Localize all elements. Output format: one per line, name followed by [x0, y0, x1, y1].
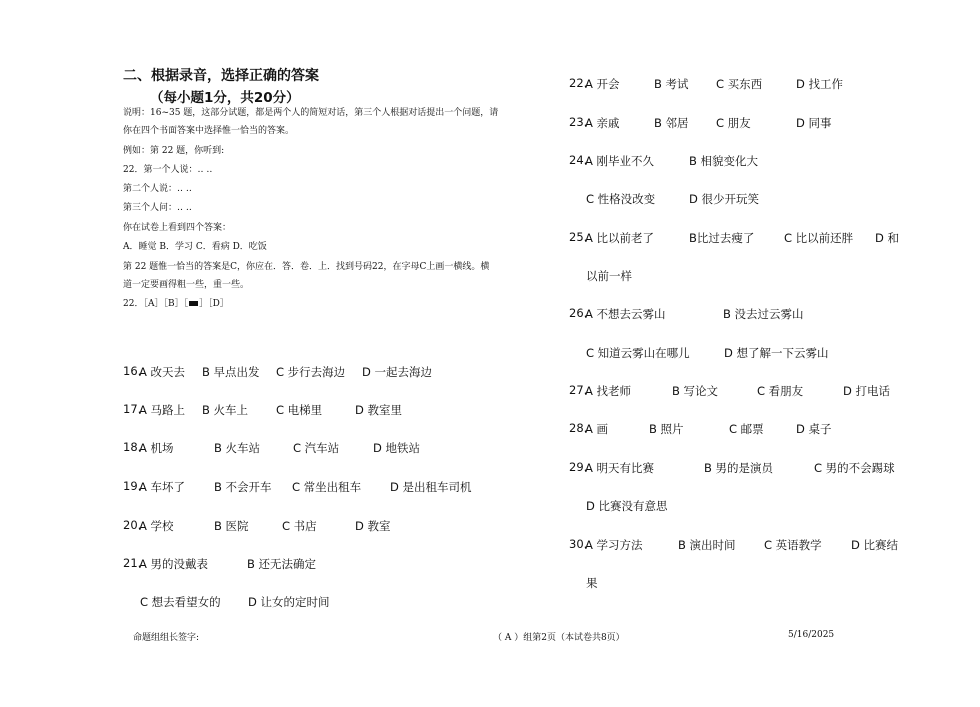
instructions-line-2: 你在四个书面答案中选择惟一恰当的答案。: [123, 126, 295, 136]
option-a: A 不想去云雾山: [585, 307, 666, 321]
option-d: D 很少开玩笑: [689, 192, 760, 206]
question-30-continued: [586, 575, 686, 591]
option-b: B 还无法确定: [247, 557, 317, 571]
example-options: A．睡觉 B．学习 C．看病 D．吃饭: [123, 242, 267, 252]
question-number: 22.: [569, 76, 588, 90]
question-number: 27.: [569, 383, 588, 397]
question-26: [569, 306, 914, 322]
option-a: A 明天有比赛: [585, 461, 655, 475]
example-intro: 例如：第 22 题，你听到:: [123, 146, 225, 156]
option-b: B 邻居: [654, 116, 689, 130]
option-c: C 买东西: [716, 77, 763, 91]
question-number: 20.: [123, 518, 142, 532]
example-answer-line-1: 第 22 题惟一恰当的答案是C，你应在．答．卷．上．找到号码22，在字母C上画一横线。横: [123, 262, 490, 272]
question-28: [569, 421, 914, 437]
question-number: 25.: [569, 230, 588, 244]
question-number: 28.: [569, 421, 588, 435]
option-b: B 火车上: [202, 403, 249, 417]
option-c: C 步行去海边: [276, 365, 346, 379]
question-27: [569, 383, 914, 399]
option-d-continued: 以前一样: [586, 269, 632, 283]
question-number: 24.: [569, 153, 588, 167]
option-a: A 马路上: [139, 403, 186, 417]
option-a: A 亲戚: [585, 116, 620, 130]
example-line-2: 第二个人说：‥ ‥: [123, 184, 192, 194]
option-a: A 学习方法: [585, 538, 643, 552]
question-21: [123, 556, 543, 572]
question-number: 21.: [123, 556, 142, 570]
filled-mark-icon: [189, 301, 198, 306]
option-d: D 想了解一下云雾山: [724, 346, 829, 360]
option-d: D 教室: [355, 519, 391, 533]
option-c: C 朋友: [716, 116, 751, 130]
instructions-line-1: 说明：16~35 题，这部分试题，都是两个人的简短对话，第三个人根据对话提出一个问题，请: [123, 108, 499, 118]
section-subtitle: （每小题1分，共20分）: [150, 90, 300, 106]
option-b: B 照片: [649, 422, 684, 436]
question-number: 18.: [123, 440, 142, 454]
option-c: C 英语教学: [764, 538, 822, 552]
example-answer-sheet: [123, 295, 229, 313]
footer-date: 5/16/2025: [788, 630, 835, 640]
question-25: [569, 230, 914, 246]
option-a: A 比以前老了: [585, 231, 655, 245]
option-b: B 不会开车: [214, 480, 272, 494]
option-d: D 和: [875, 231, 900, 245]
option-d: D 桌子: [796, 422, 832, 436]
example-line-1: 22．第一个人说：‥ ‥: [123, 165, 213, 175]
option-d: D 是出租车司机: [390, 480, 472, 494]
question-number: 29.: [569, 460, 588, 474]
option-b: B 写论文: [672, 384, 719, 398]
question-24: [569, 153, 914, 169]
option-d: D 找工作: [796, 77, 844, 91]
question-19: [123, 479, 543, 495]
option-d: D 一起去海边: [362, 365, 433, 379]
footer-page-info: （ A ）组第2页（本试卷共8页）: [493, 633, 625, 643]
option-c: C 常坐出租车: [292, 480, 362, 494]
question-number: 23.: [569, 115, 588, 129]
question-number: 26.: [569, 306, 588, 320]
option-c: C 知道云雾山在哪儿: [586, 346, 690, 360]
footer-signature-label: 命题组组长签字:: [133, 633, 200, 643]
answer-sheet-suffix: ］［D］: [199, 299, 229, 309]
question-17: [123, 402, 543, 418]
option-b: B 考试: [654, 77, 689, 91]
option-b: B 早点出发: [202, 365, 260, 379]
question-30: [569, 537, 914, 553]
option-c: C 汽车站: [293, 441, 340, 455]
option-c: C 电梯里: [276, 403, 323, 417]
option-b: B 男的是演员: [704, 461, 774, 475]
option-d: D 教室里: [355, 403, 403, 417]
option-a: A 找老师: [585, 384, 632, 398]
option-d: D 比赛结: [851, 538, 899, 552]
option-a: A 机场: [139, 441, 174, 455]
option-d: D 让女的定时间: [248, 595, 330, 609]
option-c: C 性格没改变: [586, 192, 656, 206]
option-a: A 画: [585, 422, 609, 436]
option-b: B 相貌变化大: [689, 154, 759, 168]
example-line-4: 你在试卷上看到四个答案：: [123, 223, 232, 233]
option-d: D 地铁站: [373, 441, 421, 455]
section-title: 二、根据录音，选择正确的答案: [123, 68, 319, 84]
question-22: [569, 76, 914, 92]
option-b: B 演出时间: [678, 538, 736, 552]
option-d: D 比赛没有意思: [586, 499, 668, 513]
question-29: [569, 460, 914, 476]
option-a: A 刚毕业不久: [585, 154, 655, 168]
option-a: A 男的没戴表: [139, 557, 209, 571]
question-23: [569, 115, 914, 131]
option-c: C 邮票: [729, 422, 764, 436]
option-d-continued: 果: [586, 576, 598, 590]
option-d: D 打电话: [843, 384, 891, 398]
option-b: B 医院: [214, 519, 249, 533]
option-c: C 书店: [282, 519, 317, 533]
option-d: D 同事: [796, 116, 832, 130]
question-16: [123, 364, 543, 380]
question-20: [123, 518, 543, 534]
question-25-continued: [586, 268, 786, 284]
option-a: A 学校: [139, 519, 174, 533]
question-number: 19.: [123, 479, 142, 493]
option-c: C 想去看望女的: [140, 595, 221, 609]
question-26-continued: [586, 345, 916, 361]
question-21-continued: [140, 594, 540, 610]
option-b: B 没去过云雾山: [723, 307, 804, 321]
question-24-continued: [586, 191, 916, 207]
question-number: 30.: [569, 537, 588, 551]
option-a: A 开会: [585, 77, 620, 91]
option-a: A 改天去: [139, 365, 186, 379]
example-answer-line-2: 道一定要画得粗一些，重一些。: [123, 280, 250, 290]
option-c: C 看朋友: [757, 384, 804, 398]
question-18: [123, 440, 543, 456]
option-b: B比过去瘦了: [689, 231, 755, 245]
option-b: B 火车站: [214, 441, 261, 455]
example-line-3: 第三个人问：‥ ‥: [123, 203, 192, 213]
option-a: A 车坏了: [139, 480, 186, 494]
question-29-continued: [586, 498, 786, 514]
answer-sheet-prefix: 22．［A］［B］［: [123, 299, 189, 309]
question-number: 17.: [123, 402, 142, 416]
option-c: C 男的不会踢球: [814, 461, 895, 475]
option-c: C 比以前还胖: [784, 231, 854, 245]
question-number: 16.: [123, 364, 142, 378]
